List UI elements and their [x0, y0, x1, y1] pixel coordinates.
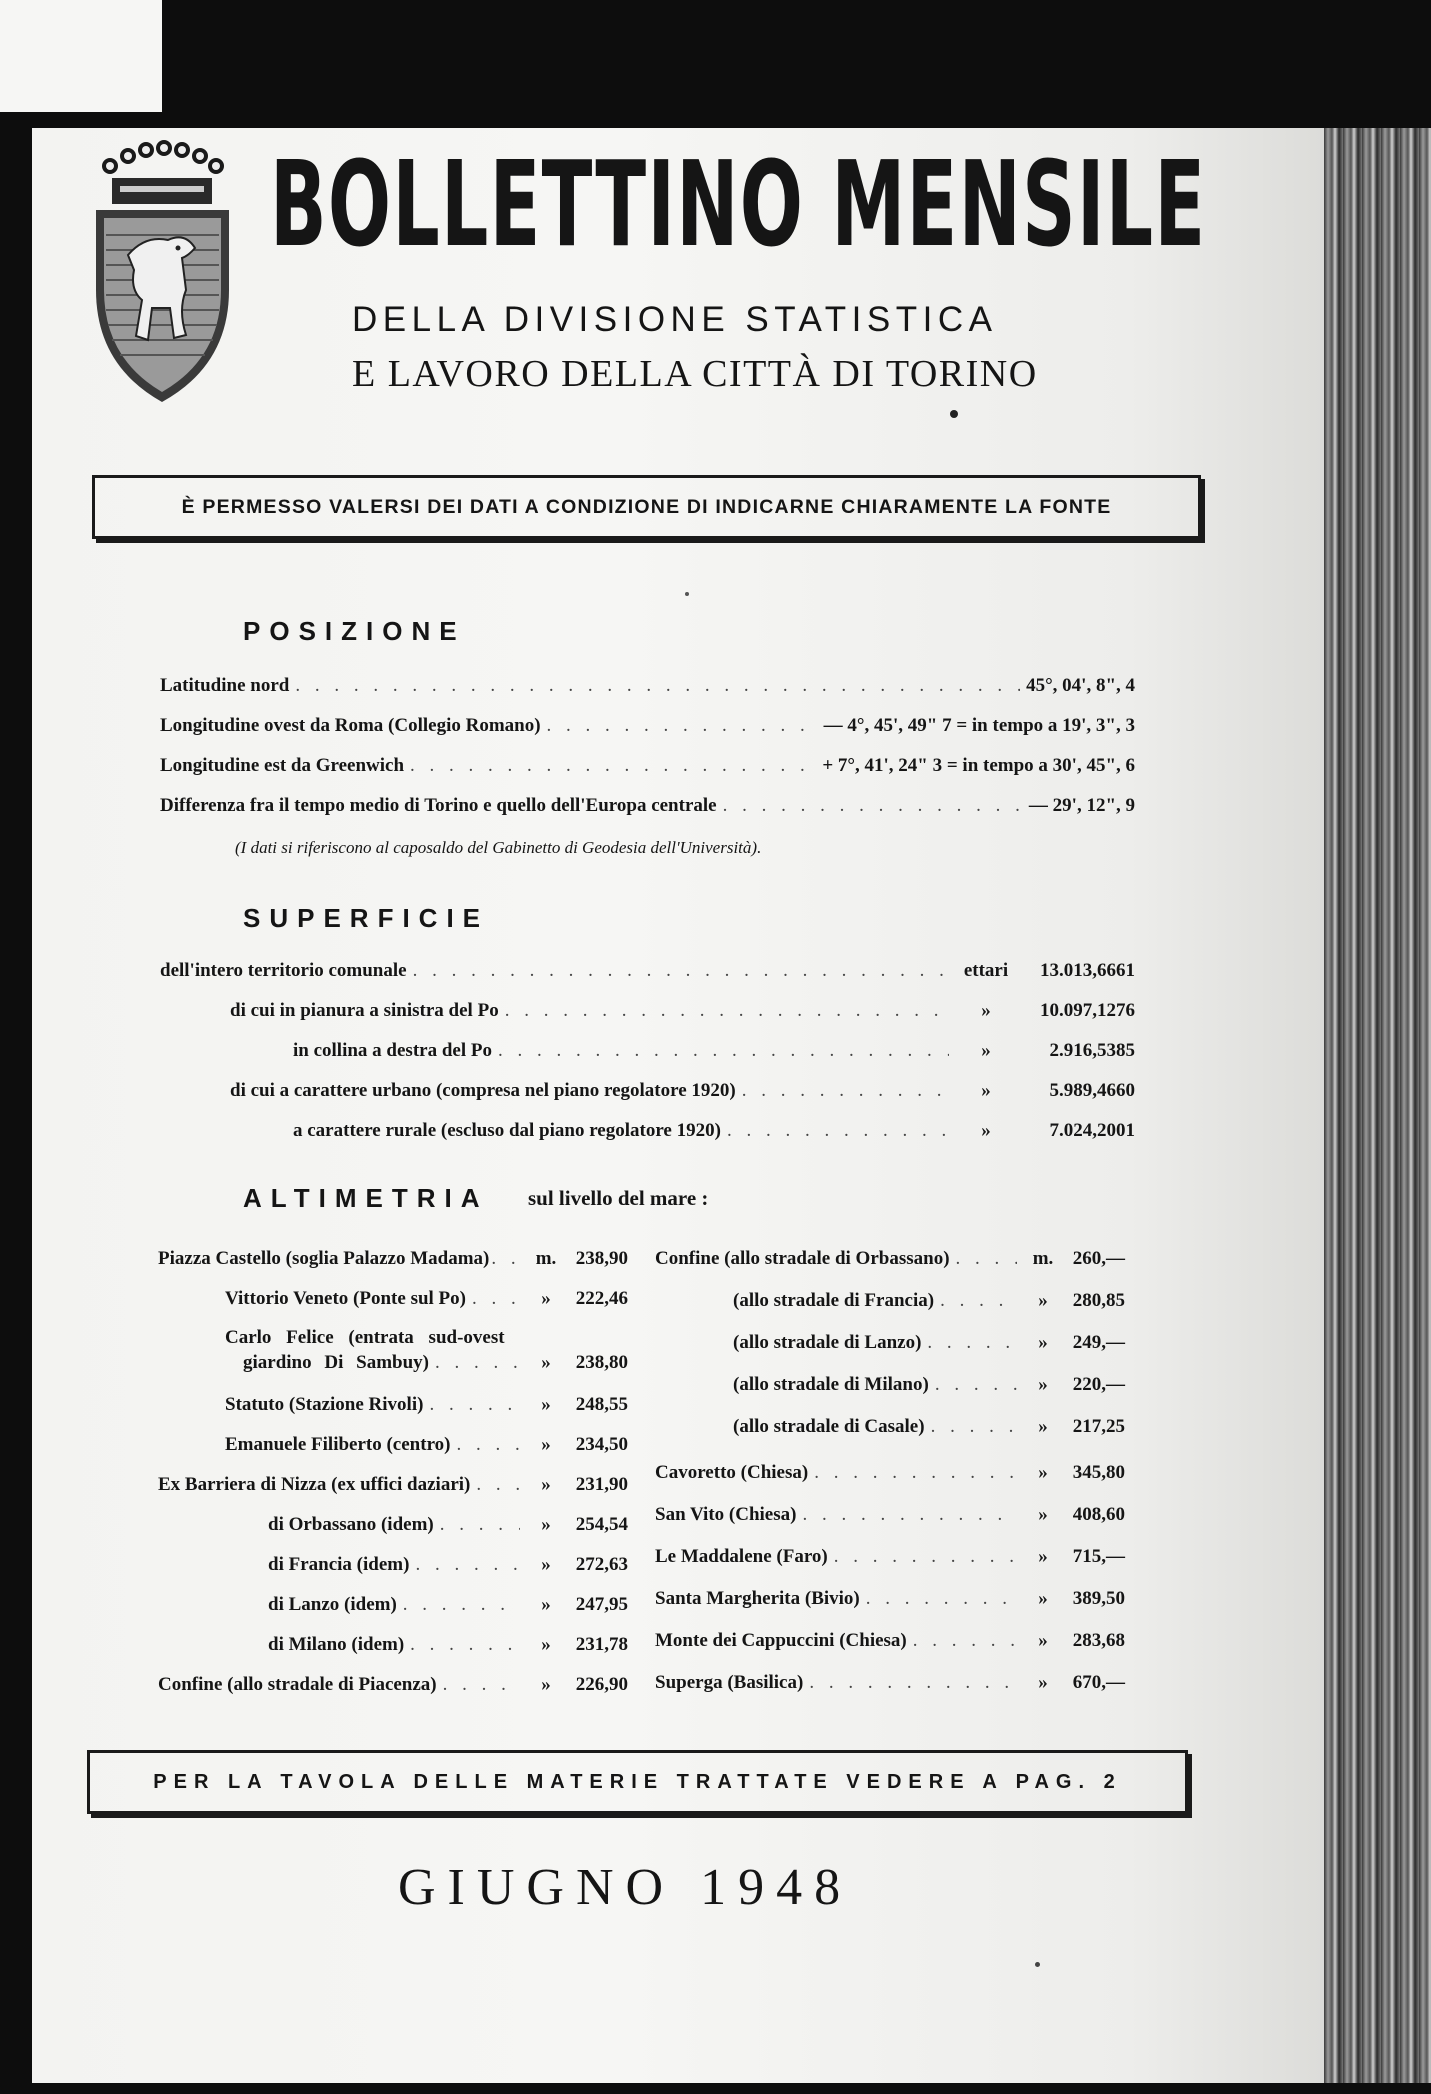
dot-leader: [834, 1546, 1017, 1568]
altimetria-label: di Orbassano (idem): [268, 1514, 434, 1535]
altimetria-unit: »: [1038, 1672, 1048, 1693]
dot-leader: [498, 1040, 949, 1062]
altimetria-value: 408,60: [1072, 1504, 1125, 1525]
section-heading-altimetria: ALTIMETRIA: [243, 1183, 489, 1213]
posizione-row: [160, 795, 1135, 817]
posizione-value: — 29', 12", 9: [1028, 795, 1135, 816]
posizione-value: — 4°, 45', 49" 7 = in tempo a 19', 3", 3: [823, 715, 1135, 736]
altimetria-unit: m.: [535, 1248, 557, 1269]
altimetria-left-row: [268, 1514, 628, 1536]
altimetria-right-row: [733, 1290, 1125, 1312]
altimetria-label: (allo stradale di Casale): [733, 1416, 925, 1437]
dot-leader: [505, 1000, 949, 1022]
permission-notice: È PERMESSO VALERSI DEI DATI A CONDIZIONE DI INDICARNE CHIARAMENTE LA FONTE: [92, 475, 1201, 539]
altimetria-left-row: [158, 1474, 628, 1496]
altimetria-right-row: [655, 1588, 1125, 1610]
ornament-dot: [950, 410, 958, 418]
altimetria-unit: »: [1038, 1588, 1048, 1609]
altimetria-label: Vittorio Veneto (Ponte sul Po): [225, 1288, 466, 1309]
altimetria-unit: »: [1038, 1504, 1048, 1525]
altimetria-unit: »: [541, 1434, 551, 1455]
altimetria-unit: »: [541, 1514, 551, 1535]
dot-leader: [727, 1120, 949, 1142]
altimetria-unit: »: [541, 1554, 551, 1575]
subtitle-city: E LAVORO DELLA CITTÀ DI TORINO: [352, 353, 1038, 395]
altimetria-right-row: [655, 1630, 1125, 1652]
altimetria-value: 670,—: [1072, 1672, 1125, 1693]
altimetria-value: 231,90: [575, 1474, 628, 1495]
print-speck: [1035, 1962, 1040, 1967]
altimetria-left-row: [225, 1288, 628, 1310]
dot-leader: [415, 1554, 520, 1576]
altimetria-label: (allo stradale di Milano): [733, 1374, 929, 1395]
dot-leader: [802, 1504, 1017, 1526]
altimetria-label: San Vito (Chiesa): [655, 1504, 797, 1525]
altimetria-value: 272,63: [575, 1554, 628, 1575]
binding-edge: [1324, 128, 1431, 2083]
bulletin-title: BOLLETTINO MENSILE: [270, 135, 1207, 273]
altimetria-left-row: [225, 1394, 628, 1416]
scan-margin: [0, 0, 162, 112]
altimetria-right-row: [655, 1462, 1125, 1484]
altimetria-left-row: [158, 1248, 628, 1270]
altimetria-value: 260,—: [1072, 1248, 1125, 1269]
altimetria-unit: »: [541, 1474, 551, 1495]
dot-leader: [440, 1514, 520, 1536]
issue-date: GIUGNO 1948: [398, 1859, 853, 1916]
altimetria-value: 238,90: [575, 1248, 628, 1269]
altimetria-label: Monte dei Cappuccini (Chiesa): [655, 1630, 907, 1651]
dot-leader: [809, 1672, 1017, 1694]
altimetria-value: 217,25: [1072, 1416, 1125, 1437]
altimetria-value: 234,50: [575, 1434, 628, 1455]
torino-crest-icon: [90, 140, 235, 405]
altimetria-unit: »: [541, 1674, 551, 1695]
dot-leader: [472, 1288, 520, 1310]
superficie-row: [293, 1120, 1135, 1142]
superficie-row: [160, 960, 1135, 982]
altimetria-value: 220,—: [1072, 1374, 1125, 1395]
altimetria-label: Le Maddalene (Faro): [655, 1546, 828, 1567]
superficie-label: in collina a destra del Po: [293, 1040, 492, 1061]
dot-leader: [814, 1462, 1017, 1484]
posizione-row: [160, 675, 1135, 697]
altimetria-label: Superga (Basilica): [655, 1672, 804, 1693]
superficie-unit: »: [981, 1000, 991, 1021]
altimetria-value: 222,46: [575, 1288, 628, 1309]
altimetria-label: di Lanzo (idem): [268, 1594, 397, 1615]
posizione-row: [160, 755, 1135, 777]
altimetria-value: 249,—: [1072, 1332, 1125, 1353]
altimetria-unit: »: [1038, 1290, 1048, 1311]
altimetria-left-row: [243, 1352, 628, 1374]
superficie-value: 10.097,1276: [1040, 1000, 1135, 1021]
posizione-label: Latitudine nord: [160, 675, 290, 696]
posizione-label: Longitudine ovest da Roma (Collegio Romano): [160, 715, 541, 736]
dot-leader: [410, 1634, 520, 1656]
altimetria-right-row: [655, 1248, 1125, 1270]
subtitle-division: DELLA DIVISIONE STATISTICA: [352, 300, 998, 339]
altimetria-unit: »: [541, 1352, 551, 1373]
dot-leader: [940, 1290, 1017, 1312]
altimetria-label: (allo stradale di Francia): [733, 1290, 935, 1311]
altimetria-right-row: [733, 1332, 1125, 1354]
altimetria-value: 247,95: [575, 1594, 628, 1615]
altimetria-label: (allo stradale di Lanzo): [733, 1332, 922, 1353]
altimetria-value: 283,68: [1072, 1630, 1125, 1651]
altimetria-unit: »: [1038, 1546, 1048, 1567]
altimetria-right-row: [733, 1374, 1125, 1396]
altimetria-left-row: [225, 1434, 628, 1456]
altimetria-value: 254,54: [575, 1514, 628, 1535]
dot-leader: [866, 1588, 1017, 1610]
superficie-label: a carattere rurale (escluso dal piano regolatore 1920): [293, 1120, 721, 1141]
posizione-label: Differenza fra il tempo medio di Torino e quello dell'Europa centrale: [160, 795, 717, 816]
dot-leader: [429, 1394, 520, 1416]
dot-leader: [913, 1630, 1017, 1652]
superficie-row: [230, 1000, 1135, 1022]
altimetria-label: Emanuele Filiberto (centro): [225, 1434, 451, 1455]
altimetria-value: 280,85: [1072, 1290, 1125, 1311]
superficie-value: 7.024,2001: [1049, 1120, 1135, 1141]
altimetria-value: 238,80: [575, 1352, 628, 1373]
superficie-value: 5.989,4660: [1049, 1080, 1135, 1101]
altimetria-left-row: [268, 1594, 628, 1616]
dot-leader: [476, 1474, 520, 1496]
dot-leader: [927, 1332, 1017, 1354]
altimetria-value: 226,90: [575, 1674, 628, 1695]
superficie-value: 13.013,6661: [1040, 960, 1135, 981]
altimetria-value: 231,78: [575, 1634, 628, 1655]
altimetria-label-line: Carlo Felice (entrata sud-ovest: [225, 1327, 505, 1348]
posizione-value: 45°, 04', 8", 4: [1026, 675, 1135, 696]
superficie-row: [230, 1080, 1135, 1102]
altimetria-label: Confine (allo stradale di Piacenza): [158, 1674, 437, 1695]
section-heading-posizione: POSIZIONE: [243, 616, 466, 646]
altimetria-right-row: [655, 1546, 1125, 1568]
altimetria-subheading: sul livello del mare :: [528, 1186, 709, 1210]
dot-leader: [403, 1594, 520, 1616]
dot-leader: [547, 715, 818, 737]
altimetria-left-row: [268, 1554, 628, 1576]
print-speck: [685, 592, 689, 596]
dot-leader: [410, 755, 816, 777]
altimetria-left-row: [268, 1634, 628, 1656]
dot-leader: [723, 795, 1023, 817]
altimetria-value: 715,—: [1072, 1546, 1125, 1567]
dot-leader: [956, 1248, 1017, 1270]
altimetria-value: 389,50: [1072, 1588, 1125, 1609]
altimetria-unit: »: [1038, 1332, 1048, 1353]
altimetria-unit: »: [541, 1594, 551, 1615]
superficie-label: di cui in pianura a sinistra del Po: [230, 1000, 499, 1021]
altimetria-label: Ex Barriera di Nizza (ex uffici daziari): [158, 1474, 471, 1495]
altimetria-right-row: [655, 1504, 1125, 1526]
posizione-row: [160, 715, 1135, 737]
altimetria-unit: m.: [1032, 1248, 1054, 1269]
superficie-row: [293, 1040, 1135, 1062]
posizione-value: + 7°, 41', 24" 3 = in tempo a 30', 45", 6: [822, 755, 1135, 776]
altimetria-unit: »: [1038, 1462, 1048, 1483]
altimetria-unit: »: [541, 1394, 551, 1415]
altimetria-unit: »: [1038, 1630, 1048, 1651]
dot-leader: [413, 960, 949, 982]
altimetria-label: Santa Margherita (Bivio): [655, 1588, 860, 1609]
altimetria-label: Piazza Castello (soglia Palazzo Madama): [158, 1248, 490, 1269]
posizione-note: (I dati si riferiscono al caposaldo del Gabinetto di Geodesia dell'Università).: [235, 838, 762, 857]
altimetria-unit: »: [541, 1288, 551, 1309]
altimetria-unit: »: [1038, 1374, 1048, 1395]
section-heading-superficie: SUPERFICIE: [243, 903, 490, 933]
altimetria-label: Statuto (Stazione Rivoli): [225, 1394, 424, 1415]
altimetria-unit: »: [1038, 1416, 1048, 1437]
dot-leader: [491, 1248, 524, 1270]
dot-leader: [931, 1416, 1017, 1438]
superficie-value: 2.916,5385: [1049, 1040, 1135, 1061]
dot-leader: [457, 1434, 521, 1456]
altimetria-label: di Milano (idem): [268, 1634, 405, 1655]
index-notice: PER LA TAVOLA DELLE MATERIE TRATTATE VEDERE A PAG. 2: [87, 1750, 1188, 1814]
altimetria-label: di Francia (idem): [268, 1554, 410, 1575]
altimetria-right-row: [655, 1672, 1125, 1694]
superficie-unit: »: [981, 1040, 991, 1061]
altimetria-left-row: [158, 1674, 628, 1696]
superficie-unit: »: [981, 1120, 991, 1141]
dot-leader: [435, 1352, 520, 1374]
posizione-label: Longitudine est da Greenwich: [160, 755, 405, 776]
altimetria-unit: »: [541, 1634, 551, 1655]
superficie-unit: ettari: [963, 960, 1009, 981]
altimetria-label: Confine (allo stradale di Orbassano): [655, 1248, 950, 1269]
altimetria-label: Cavoretto (Chiesa): [655, 1462, 809, 1483]
altimetria-label: giardino Di Sambuy): [243, 1352, 429, 1373]
superficie-unit: »: [981, 1080, 991, 1101]
altimetria-value: 345,80: [1072, 1462, 1125, 1483]
altimetria-value: 248,55: [575, 1394, 628, 1415]
superficie-label: di cui a carattere urbano (compresa nel piano regolatore 1920): [230, 1080, 736, 1101]
dot-leader: [443, 1674, 520, 1696]
altimetria-right-row: [733, 1416, 1125, 1438]
dot-leader: [742, 1080, 949, 1102]
dot-leader: [295, 675, 1020, 697]
superficie-label: dell'intero territorio comunale: [160, 960, 407, 981]
dot-leader: [935, 1374, 1017, 1396]
